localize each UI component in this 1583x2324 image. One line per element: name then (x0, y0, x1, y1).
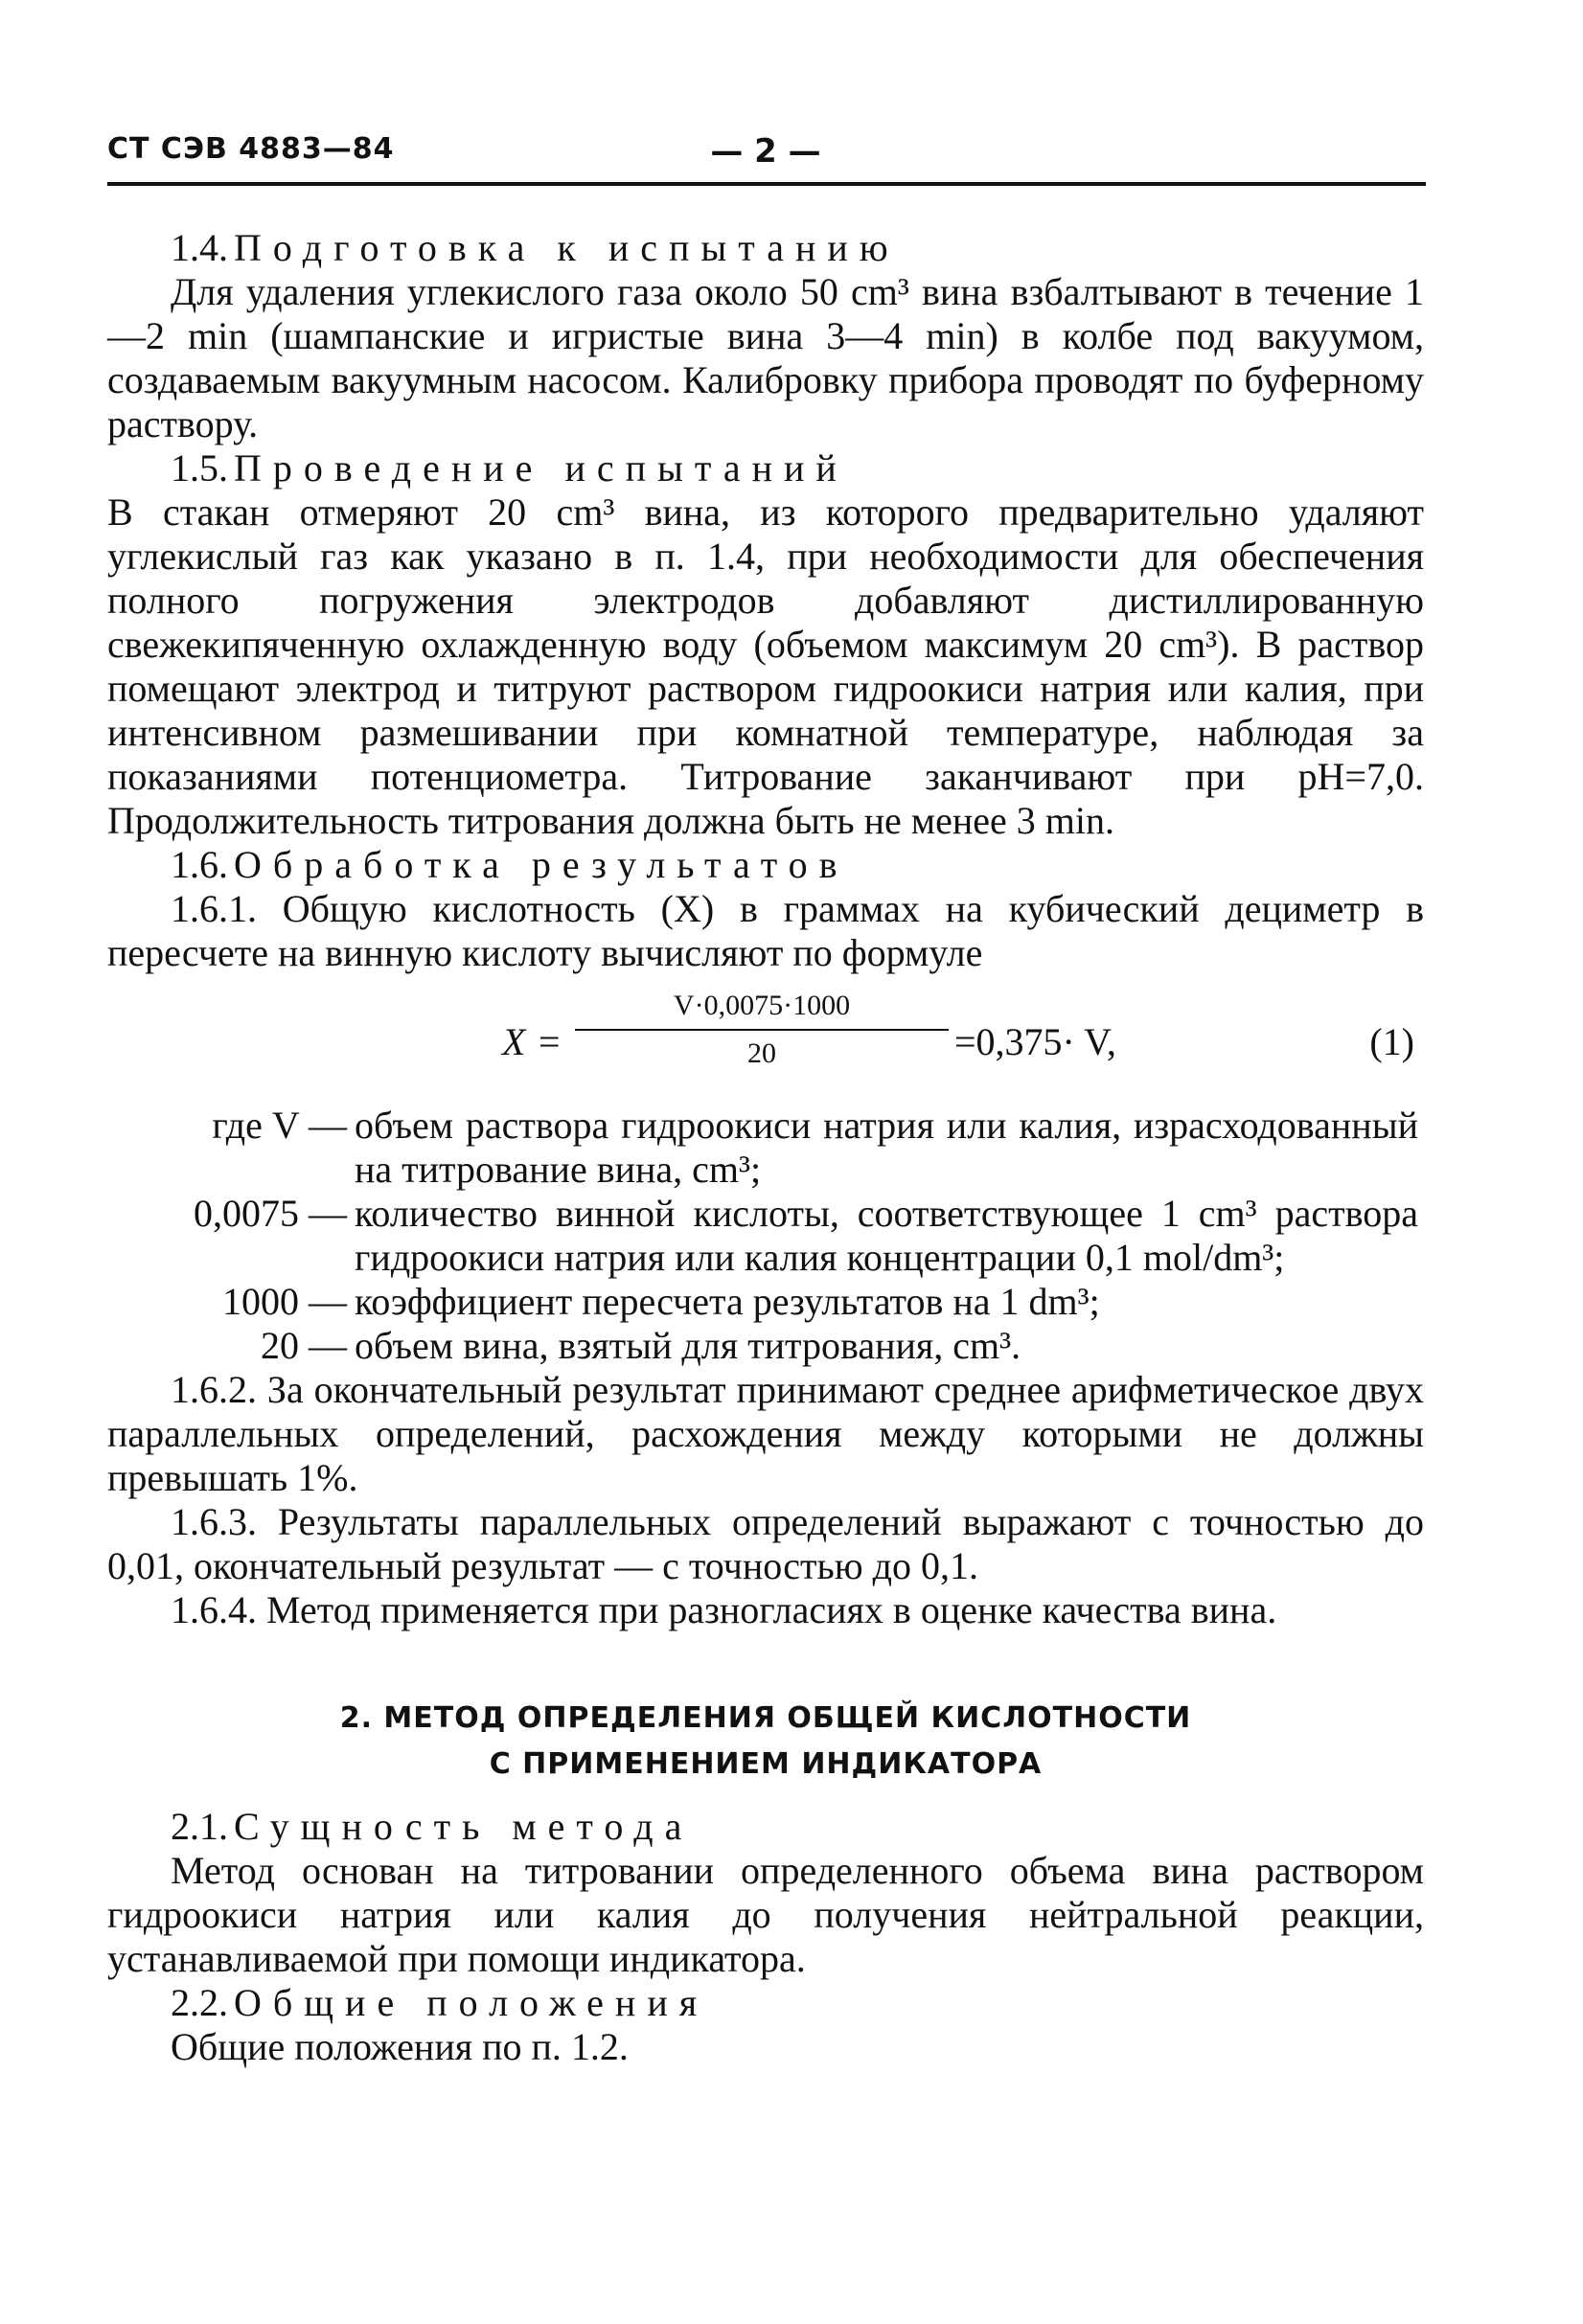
section-2-1-text: Метод основан на титровании определенного объема вина раствором гидроокиси натрия или калия до получения нейтральной реакции, устанавливаемой при помощи индикатора. (107, 1849, 1424, 1980)
section-title: Проведение испытаний (234, 446, 848, 490)
page-content (107, 226, 1424, 2069)
formula-denominator: 20 (747, 1037, 776, 1069)
formula-rhs: =0,375· V, (954, 1020, 1116, 1063)
definition-term: 1000 — (222, 1280, 347, 1323)
section-2-heading (107, 1696, 1424, 1788)
paragraph-1-6-4: 1.6.4. Метод применяется при разногласиях в оценке качества вина. (171, 1588, 1277, 1631)
formula-lhs: X (502, 1020, 526, 1063)
section-1-5-title (107, 446, 1424, 490)
paragraph-1-6-2: 1.6.2. За окончательный результат принимают среднее арифметическое двух параллельных определений, расхождения между которыми не должны превышать 1%. (107, 1368, 1424, 1499)
section-1-4-text: Для удаления углекислого газа около 50 cm³ вина взбалтывают в течение 1—2 min (шампанские и игристые вина 3—4 min) в колбе под вакуумом, создаваемым вакуумным насосом. Калибровку прибора проводят по буферному раствору. (107, 270, 1424, 445)
section-1-6-title (107, 843, 1424, 887)
definition-desc: коэффициент пересчета результатов на 1 dm³; (355, 1280, 1100, 1323)
formula-equals: = (539, 1020, 561, 1063)
definition-item (107, 1192, 1424, 1280)
definition-desc: количество винной кислоты, соответствующее 1 cm³ раствора гидроокиси натрия или калия концентрации 0,1 mol/dm³; (355, 1192, 1418, 1279)
section-number: 1.5. (171, 446, 228, 490)
definition-term: 0,0075 — (194, 1192, 347, 1235)
definition-term: 20 — (261, 1324, 347, 1367)
page-header (107, 132, 1424, 174)
section-2-2-text: Общие положения по п. 1.2. (171, 2025, 629, 2068)
definition-term: где V — (212, 1104, 347, 1147)
definition-desc: объем вина, взятый для титрования, cm³. (355, 1324, 1021, 1367)
definition-desc: объем раствора гидроокиси натрия или калия, израсходованный на титрование вина, cm³; (355, 1104, 1418, 1191)
formula-number: (1) (1369, 1020, 1414, 1063)
page-number: — 2 — (710, 132, 821, 171)
section-title: Сущность метода (234, 1805, 694, 1848)
section-2-heading-line-2: С ПРИМЕНЕНИЕМ ИНДИКАТОРА (489, 1747, 1043, 1781)
section-1-5-text: В стакан отмеряют 20 cm³ вина, из которого предварительно удаляют углекислый газ как указано в п. 1.4, при необходимости для обеспечения полного погружения электродов добавляют дистиллированную свежекипяченную охлажденную воду (объемом максимум 20 cm³). В раствор помещают электрод и титруют раствором гидроокиси натрия или калия, при интенсивном размешивании при комнатной температуре, наблюдая за показаниями потенциометра. Титрование заканчивают при pH=7,0. Продолжительность титрования должна быть не менее 3 min. (107, 490, 1424, 842)
section-2-2-title (107, 1981, 1424, 2025)
section-1-4-title (107, 226, 1424, 270)
definition-item (107, 1324, 1424, 1368)
section-2-1-title (107, 1805, 1424, 1849)
formula-1 (107, 987, 1424, 1090)
section-title: Обработка результатов (234, 843, 849, 886)
section-number: 2.2. (171, 1981, 228, 2024)
definition-item (107, 1104, 1424, 1192)
section-number: 2.1. (171, 1805, 228, 1848)
header-rule (107, 182, 1426, 186)
formula-numerator: V·0,0075·1000 (673, 990, 851, 1021)
section-2-heading-line-1: 2. МЕТОД ОПРЕДЕЛЕНИЯ ОБЩЕЙ КИСЛОТНОСТИ (339, 1701, 1192, 1735)
fraction-bar (575, 1029, 949, 1031)
formula-fraction (575, 987, 949, 1071)
document-code: СТ СЭВ 4883—84 (107, 132, 395, 166)
section-title: Подготовка к испытанию (234, 226, 900, 269)
paragraph-1-6-3: 1.6.3. Результаты параллельных определений выражают с точностью до 0,01, окончательный результат — с точностью до 0,1. (107, 1500, 1424, 1587)
section-title: Общие положения (234, 1981, 709, 2024)
section-number: 1.4. (171, 226, 228, 269)
formula-definitions (107, 1104, 1424, 1368)
paragraph-1-6-1: 1.6.1. Общую кислотность (X) в граммах на кубический дециметр в пересчете на винную кислоту вычисляют по формуле (107, 887, 1424, 974)
definition-item (107, 1280, 1424, 1324)
section-number: 1.6. (171, 843, 228, 886)
